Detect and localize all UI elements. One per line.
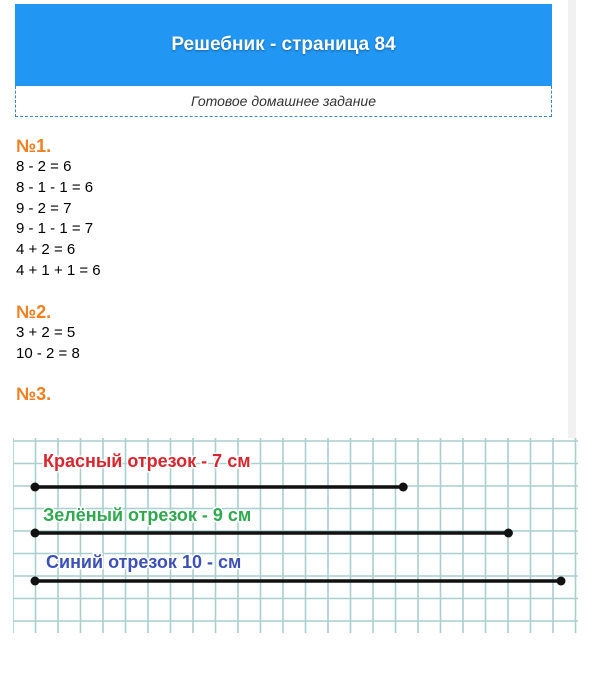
segment-label: Зелёный отрезок - 9 см xyxy=(43,505,252,525)
segment-endpoint xyxy=(31,483,40,492)
page-header xyxy=(15,4,552,86)
segment-endpoint xyxy=(504,529,513,538)
equation-line: 9 - 1 - 1 = 7 xyxy=(16,220,94,238)
equation-line: 9 - 2 = 7 xyxy=(16,199,72,217)
scrollbar[interactable] xyxy=(568,0,576,438)
segments-drawing xyxy=(13,438,578,633)
segment-label: Синий отрезок 10 - см xyxy=(46,552,242,572)
task-3 xyxy=(16,383,101,405)
equation-line: 4 + 1 + 1 = 6 xyxy=(16,261,101,279)
segment-endpoint xyxy=(557,577,566,586)
segment-endpoint xyxy=(399,483,408,492)
equation-line: 3 + 2 = 5 xyxy=(16,323,76,341)
segment-endpoint xyxy=(31,577,40,586)
page-subtitle: Готовое домашнее задание xyxy=(190,93,376,109)
equation-line: 4 + 2 = 6 xyxy=(16,241,76,259)
segment-endpoint xyxy=(31,529,40,538)
task-number: №3. xyxy=(16,384,52,405)
equation-line: 8 - 1 - 1 = 6 xyxy=(16,178,94,196)
page-subtitle-box xyxy=(15,86,552,117)
segment-label: Красный отрезок - 7 см xyxy=(43,451,251,471)
page-title: Решебник - страница 84 xyxy=(171,34,396,55)
solutions-content xyxy=(16,135,101,424)
task-number: №1. xyxy=(16,136,52,156)
graph-paper xyxy=(13,438,578,633)
equation-line: 10 - 2 = 8 xyxy=(16,344,80,362)
equation-line: 8 - 2 = 6 xyxy=(16,158,72,175)
task-2 xyxy=(16,301,101,365)
task-1 xyxy=(16,135,101,282)
task-number: №2. xyxy=(16,301,52,322)
